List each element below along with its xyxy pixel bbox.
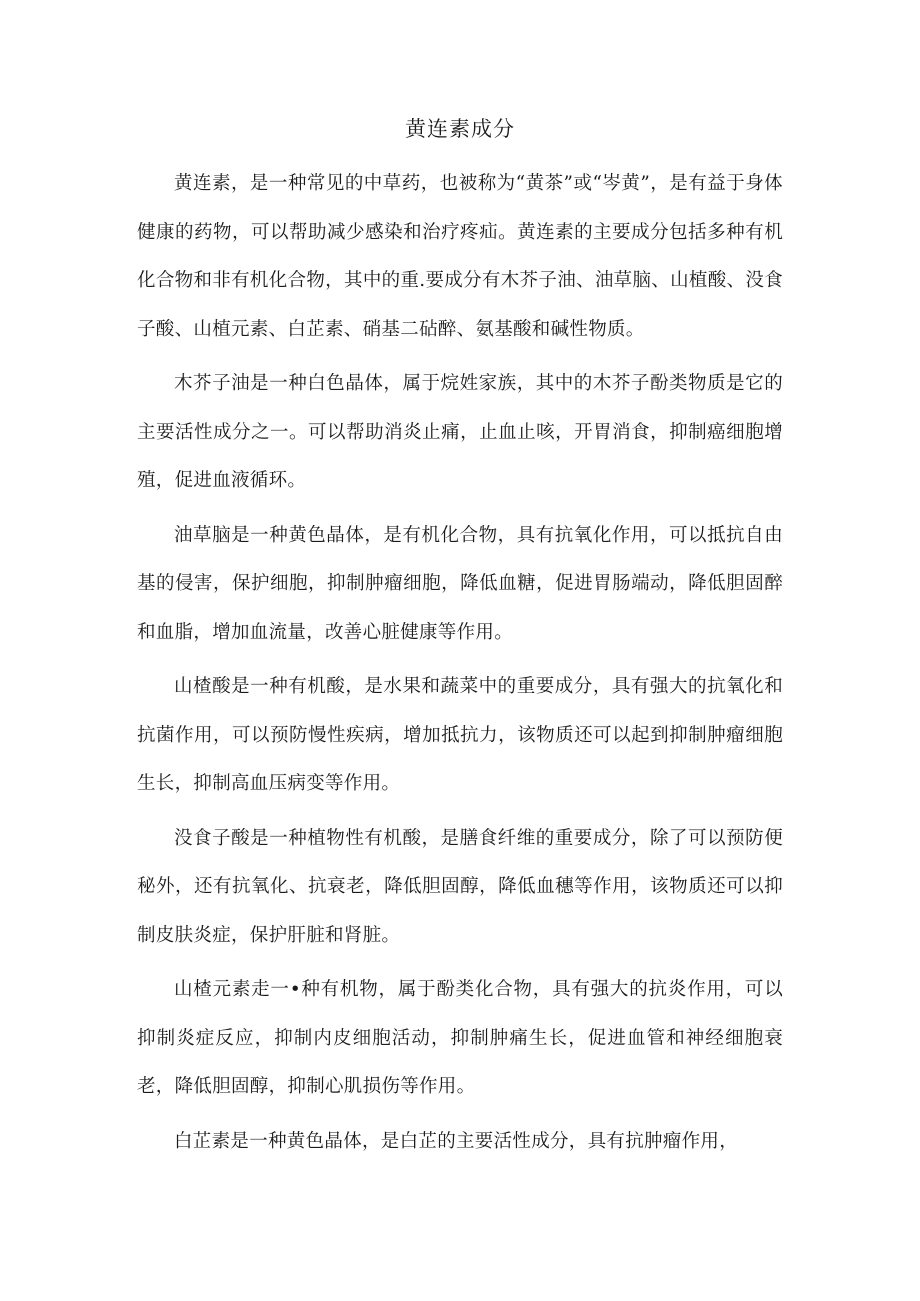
paragraph-hawthorn-acid: 山楂酸是一种有机酸，是水果和蔬菜中的重要成分，具有强大的抗氧化和抗菌作用，可以预防慢性疾病，增加抵抗力，该物质还可以起到抑制肿瘤细胞生长，抑制高血压病变等作用。: [137, 676, 783, 794]
document-title: 黄连素成分: [405, 117, 515, 141]
paragraph-gallic-acid: 没食子酸是一种植物性有机酸，是膳食纤维的重要成分，除了可以预防便秘外，还有抗氧化、抗衰老，降低胆固醇，降低血穗等作用，该物质还可以抑制皮肤炎症，保护肝脏和肾脏。: [137, 827, 783, 946]
paragraph-mustard-oil: 木芥子油是一种白色晶体，属于烷姓家族，其中的木芥子酚类物质是它的主要活性成分之一。可以帮助消炎止痛，止血止咳，开胃消食，抑制癌细胞增殖，促进血液循环。: [137, 373, 783, 491]
paragraph-hawthorn-element: 山楂元素走一•种有机物，属于酚类化合物，具有强大的抗炎作用，可以抑制炎症反应，抑制内皮细胞活动，抑制肿痛生长，促进血管和神经细胞衰老，降低胆固醇，抑制心肌损伤等作用。: [137, 979, 783, 1097]
paragraph-oil-grass-camphor: 油草脑是一种黄色晶体，是有机化合物，具有抗氧化作用，可以抵抗自由基的侵害，保护细胞，抑制肿瘤细胞，降低血糖，促进胃肠端动，降低胆固醉和血脂，增加血流量，改善心脏健康等作用。: [137, 524, 783, 643]
paragraph-intro: 黄连素，是一种常见的中草药，也被称为“黄茶”或“岑黄”，是有益于身体健康的药物，可以帮助减少感染和治疗疼疝。黄连素的主要成分包括多种有机化合物和非有机化合物，其中的重.要成分有木芥子油、油草脑、山植酸、没食子酸、山植元素、白芷素、硝基二砧醉、氨基酸和碱性物质。: [137, 173, 783, 340]
paragraph-angelica-element: 白芷素是一种黄色晶体，是白芷的主要活性成分，具有抗肿瘤作用，: [174, 1130, 739, 1152]
